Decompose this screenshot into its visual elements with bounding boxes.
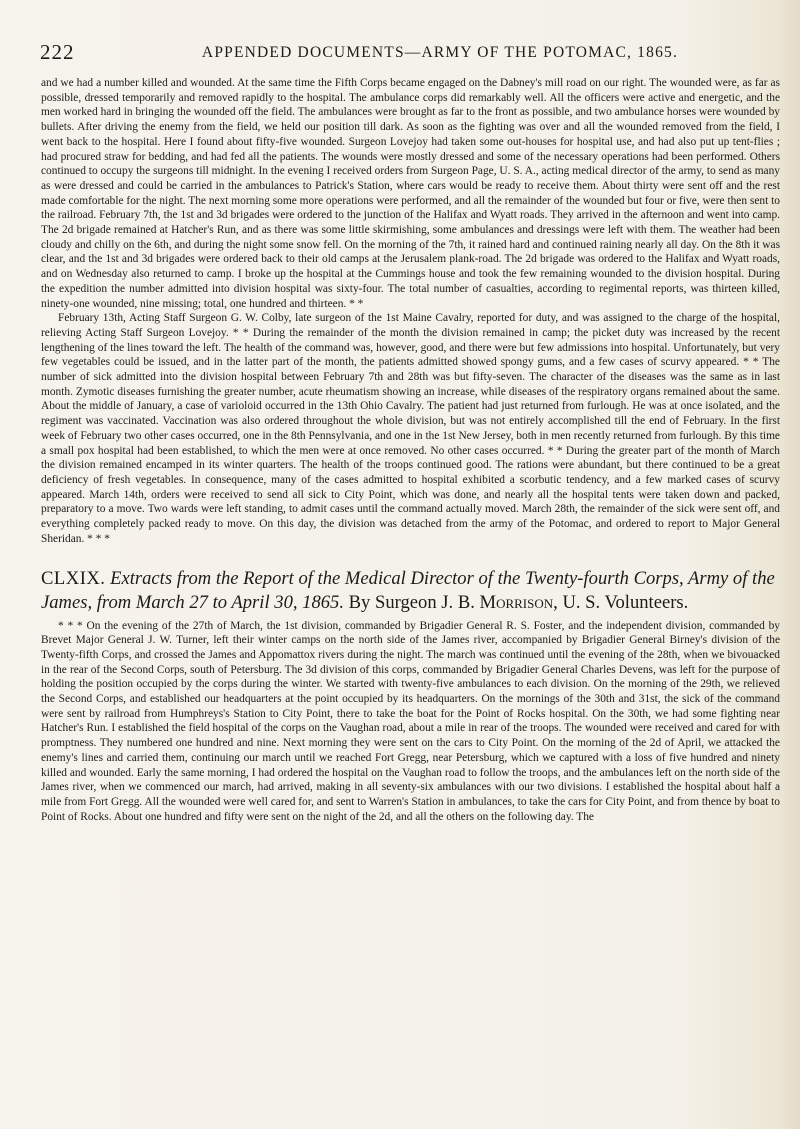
page-number: 222: [40, 40, 75, 64]
section-byline-prefix: By Surgeon J. B.: [348, 591, 475, 613]
section-byline-suffix: U. S. Volunteers.: [562, 591, 689, 613]
body-text: [41, 76, 780, 824]
page-header: [40, 40, 770, 68]
section-title: Extracts from the Report of the Medical Director of the Twenty-fourth Corps, Army of the James, from March 27 to April 30, 1865.: [41, 567, 775, 613]
section-paragraph: * * * On the evening of the 27th of March, the 1st division, commanded by Brigadier General R. S. Foster, and the independent division, commanded by Brevet Major General J. W. Turner, left their winter camps on the north side of the James river, accompanied by Brigadier General Birney's division of the Twenty-fifth Corps, and crossed the James and Appomattox rivers during the night. The march was continued until the evening of the 28th, when we bivouacked in the rear of the Second Corps, south of Petersburg. The 3d division of this corps, commanded by Brigadier General Charles Devens, was left for the purpose of holding the position occupied by the corps during the winter. We started with twenty-five ambulances to each division. On the morning of the 29th, we relieved the Second Corps, and established our headquarters at the point occupied by its headquarters. On the mornings of the 30th and 31st, the sick of the command were sent by railroad from Humphreys's Station to City Point, there to take the boat for the Point of Rocks hospital. On the 30th, we had some fighting near Hatcher's Run. I established the field hospital of the corps on the Vaughan road, about a mile in rear of the troops. The wounded were received and cared for with promptness. They numbered one hundred and nine. Next morning they were sent on the cars to City Point. On the morning of the 2d of April, we attacked the enemy's lines and carried them, continuing our march until we reached Fort Gregg, near Petersburg, which we captured with a loss of five hundred and ninety killed and wounded. Early the same morning, I had ordered the hospital on the Vaughan road to follow the troops, and the ambulances left on the north side of the James river, when we commenced our march, had arrived, making in all seventy-six ambulances with our two divisions. I established the hospital about half a mile from Fort Gregg. All the wounded were well cared for, and sent to Warren's Station in ambulances, to take the cars for City Point, and from thence by boat to Point of Rocks. About one hundred and fifty were sent on the night of the 2d, and all the others on the following day. The: [41, 619, 780, 823]
section-byline-surname: Morrison,: [479, 591, 558, 613]
paragraph-2: February 13th, Acting Staff Surgeon G. W. Colby, late surgeon of the 1st Maine Cavalry, reported for duty, and was assigned to the charge of the hospital, relieving Acting Staff Surgeon Lovejoy. * * During the remainder of the month the division remained in camp; the picket duty was increased by the recent lengthening of the lines toward the left. The health of the command was, however, good, and there were but few admissions into hospital. Unfortunately, but very few vegetables could be issued, and in the latter part of the month, the patients admitted showed spongy gums, and a few cases of scurvy appeared. * * The number of sick admitted into the division hospital between February 7th and 28th was but fifty-seven. The character of the diseases was the same as in last month. Zymotic diseases furnishing the greater number, acute rheumatism showing an increase, while diseases of the respiratory organs remained about the same. About the middle of January, a case of varioloid occurred in the 13th Ohio Cavalry. The patient had just returned from furlough. He was at once isolated, and the regiment was vaccinated. Vaccination was also ordered throughout the whole division, but was not entirely accomplished till the end of February. In the first week of February two other cases occurred, one in the 8th Pennsylvania, and one in the 1st New Jersey, both in men recently returned from furlough. By this time a small pox hospital had been established, to which the men were at once removed. No other cases occurred. * * During the greater part of the month of March the division remained encamped in its winter quarters. The health of the troops continued good. The rations were abundant, but there continued to be a great deficiency of fresh vegetables. In consequence, many of the cases admitted to hospital exhibited a scorbutic tendency, and a few marked cases of scurvy appeared. March 14th, orders were received to send all sick to City Point, which was done, and nearly all the hospital tents were taken down and packed, preparatory to a move. Two wards were left standing, to admit cases until the command actually moved. March 28th, the remainder of the sick were sent off, and everything completely packed ready to move. On this day, the division was detached from the army of the Potomac, and ordered to report to Major General Sheridan. * * *: [41, 312, 780, 545]
section-number: CLXIX.: [41, 567, 106, 589]
section-heading: [41, 567, 780, 615]
running-head: APPENDED DOCUMENTS—ARMY OF THE POTOMAC, 1865.: [201, 44, 679, 61]
paragraph-1: and we had a number killed and wounded. At the same time the Fifth Corps became engaged on the Dabney's mill road on our right. The wounded were, as far as possible, dressed temporarily and removed rapidly to the hospital. The ambulance corps did remarkably well. All the officers were active and energetic, and the men worked hard in bringing the wounded off the field. The ambulances were brought as far to the front as possible, and two ambulance horses were wounded by bullets. After driving the enemy from the field, we held our position till dark. As soon as the fighting was over and all the wounded removed from the field, I went back to the hospital. Here I found about fifty-five wounded. Surgeon Lovejoy had taken some out-houses for hospital use, and had also put up tent-flies ; had procured straw for bedding, and had fed all the patients. The wounds were mostly dressed and some of the necessary operations had been performed. Others continued to occupy the surgeons till midnight. In the evening I received orders from Surgeon Page, U. S. A., acting medical director of the army, to send as many as were dressed and could be carried in the ambulances to Patrick's Station, where cars would be ready to receive them. About thirty were sent off and the rest made comfortable for the night. The next morning some more operations were performed, and all the remainder of the wounded but four or five, were then sent to the railroad. February 7th, the 1st and 3d brigades were ordered to the junction of the Halifax and Wyatt roads. They arrived in the afternoon and went into camp. The 2d brigade remained at Hatcher's Run, and as there was some little skirmishing, some ambulances and dressings were left with them. The weather had been cloudy and chilly on the 6th, and during the night some snow fell. On the morning of the 7th, it rained hard and continued raining nearly all day. On the 8th it was clear, and the 1st and 3d brigades were ordered back to their old camps at the Jerusalem plank-road. The 2d brigade was ordered to the Halifax and Wyatt roads, and on Wednesday also returned to camp. I broke up the hospital at the Cummings house and took the few remaining wounded to the division hospital. During the expedition the number admitted into division hospital was sixty-four. The total number of casualties, according to regimental reports, was thirteen killed, ninety-one wounded, nine missing; total, one hundred and thirteen. * *: [41, 77, 780, 310]
